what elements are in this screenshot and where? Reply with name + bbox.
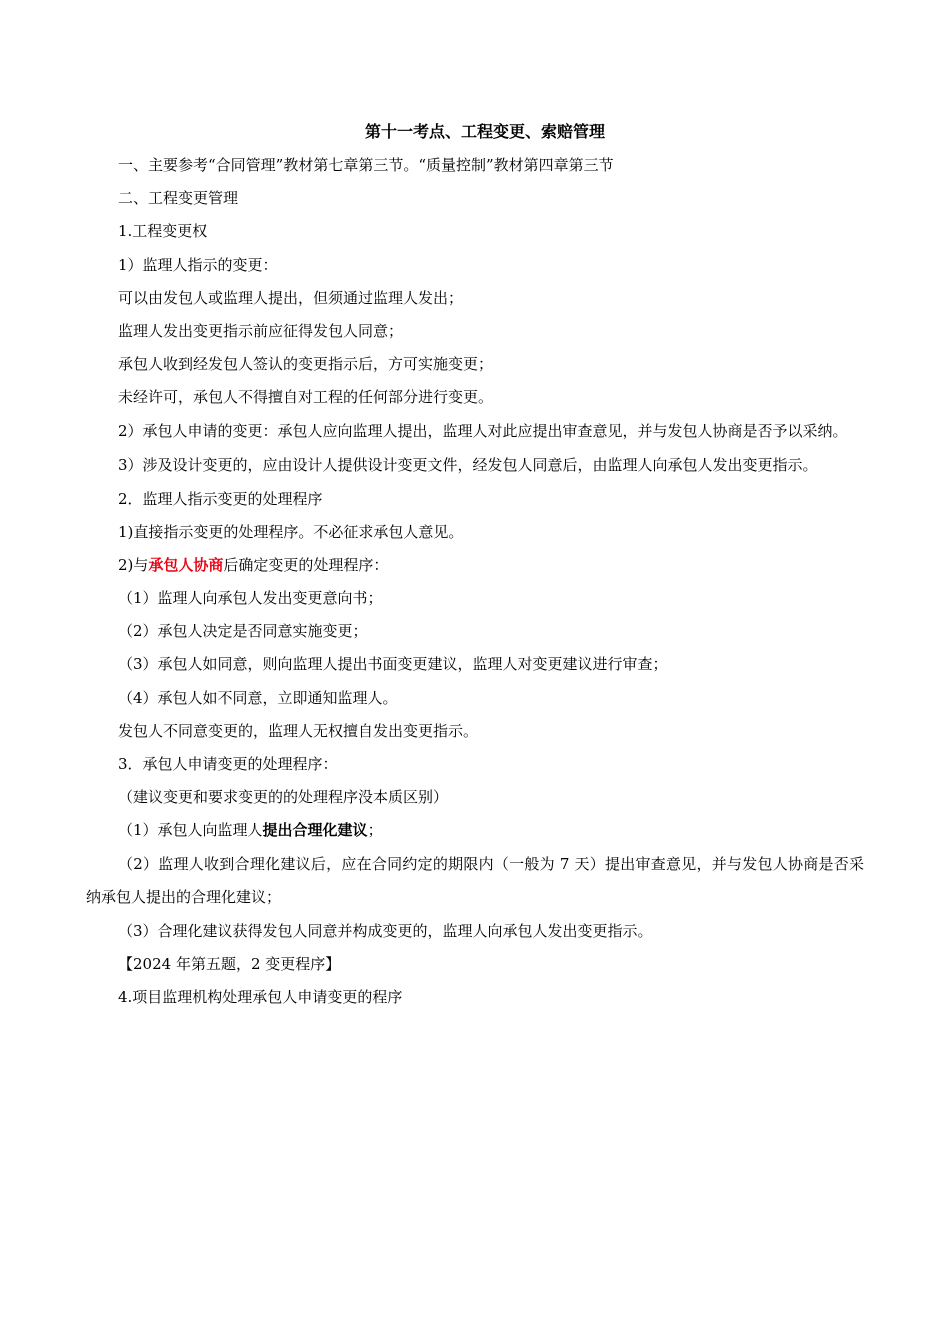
paragraph: （2）监理人收到合理化建议后，应在合同约定的期限内（一般为 7 天）提出审查意见，并与发包人协商是否采纳承包人提出的合理化建议； — [86, 854, 864, 906]
section-heading: 二、工程变更管理 — [118, 189, 239, 208]
text-span: （1）承包人向监理人 — [118, 821, 263, 840]
text-line: 未经许可，承包人不得擅自对工程的任何部分进行变更。 — [118, 388, 494, 407]
text-span: 2)与 — [118, 555, 149, 574]
text-line: 一、主要参考“合同管理”教材第七章第三节。“质量控制”教材第四章第三节 — [118, 156, 614, 174]
paragraph: 3）涉及设计变更的，应由设计人提供设计变更文件，经发包人同意后，由监理人向承包人发出变更指示。 — [118, 455, 818, 474]
text-span: 后确定变更的处理程序： — [223, 555, 389, 574]
text-line: 承包人收到经发包人签认的变更指示后，方可实施变更； — [118, 355, 494, 374]
text-line: （建议变更和要求变更的的处理程序没本质区别） — [118, 788, 449, 807]
list-item: （4）承包人如不同意，立即通知监理人。 — [118, 688, 398, 707]
text-line: 可以由发包人或监理人提出，但须通过监理人发出； — [118, 288, 464, 307]
subsection-heading: 4.项目监理机构处理承包人申请变更的程序 — [118, 987, 403, 1006]
text-line: 【2024 年第五题，2 变更程序】 — [118, 954, 341, 973]
list-item: （3）承包人如同意，则向监理人提出书面变更建议，监理人对变更建议进行审查； — [118, 655, 668, 674]
list-item: （2）承包人决定是否同意实施变更； — [118, 622, 368, 641]
list-item — [86, 819, 864, 841]
subsection-heading: 1.工程变更权 — [118, 222, 208, 241]
text-line: 1）监理人指示的变更： — [118, 255, 278, 274]
text-line: 1)直接指示变更的处理程序。不必征求承包人意见。 — [118, 522, 464, 541]
subsection-heading: 2．监理人指示变更的处理程序 — [118, 489, 323, 508]
highlighted-text: 承包人协商 — [148, 555, 224, 574]
text-line — [86, 554, 864, 576]
text-span: ； — [367, 821, 383, 840]
list-item: （3）合理化建议获得发包人同意并构成变更的，监理人向承包人发出变更指示。 — [118, 921, 653, 940]
subsection-heading: 3．承包人申请变更的处理程序： — [118, 755, 338, 773]
text-line: 监理人发出变更指示前应征得发包人同意； — [118, 321, 404, 340]
list-item: （1）监理人向承包人发出变更意向书； — [118, 589, 383, 608]
bold-text: 提出合理化建议 — [262, 821, 368, 840]
text-line: 发包人不同意变更的，监理人无权擅自发出变更指示。 — [118, 721, 479, 740]
page-title: 第十一考点、工程变更、索赔管理 — [364, 122, 605, 141]
paragraph: 2）承包人申请的变更：承包人应向监理人提出，监理人对此应提出审查意见，并与发包人协商是否予以采纳。 — [118, 421, 848, 440]
